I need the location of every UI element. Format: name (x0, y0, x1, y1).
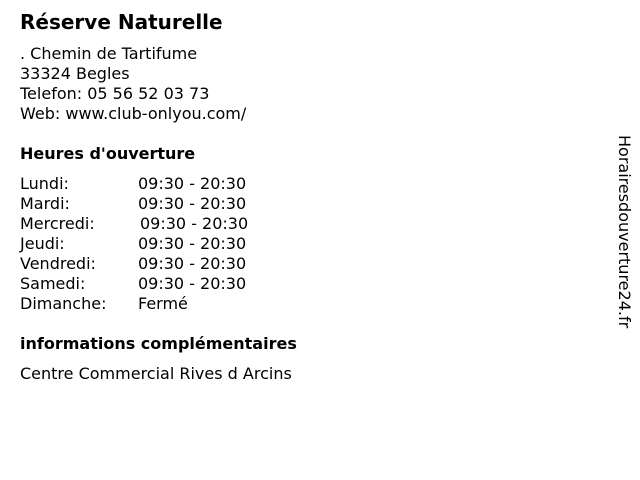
website-line: Web: www.club-onlyou.com/ (20, 104, 247, 123)
street-line: . Chemin de Tartifume (20, 44, 198, 63)
day-label: Lundi: (20, 174, 69, 193)
city-line: 33324 Begles (20, 64, 130, 83)
time-value: 09:30 - 20:30 (138, 194, 247, 213)
time-value: 09:30 - 20:30 (138, 174, 247, 193)
site-watermark: Horairesdouverture24.fr (615, 135, 634, 329)
time-value: 09:30 - 20:30 (138, 234, 247, 253)
day-label: Mardi: (20, 194, 70, 213)
day-label: Jeudi: (20, 234, 65, 253)
time-value: Fermé (138, 294, 188, 313)
time-value: 09:30 - 20:30 (138, 274, 247, 293)
time-value: 09:30 - 20:30 (140, 214, 249, 233)
day-label: Mercredi: (20, 214, 95, 233)
additional-info-heading: informations complémentaires (20, 334, 297, 353)
opening-hours-heading: Heures d'ouverture (20, 144, 196, 163)
day-label: Vendredi: (20, 254, 96, 273)
time-value: 09:30 - 20:30 (138, 254, 247, 273)
address-block (20, 44, 246, 124)
additional-info-text: Centre Commercial Rives d Arcins (20, 364, 292, 383)
page-title: Réserve Naturelle (20, 10, 223, 34)
phone-line: Telefon: 05 56 52 03 73 (20, 84, 210, 103)
day-label: Dimanche: (20, 294, 107, 313)
day-label: Samedi: (20, 274, 86, 293)
